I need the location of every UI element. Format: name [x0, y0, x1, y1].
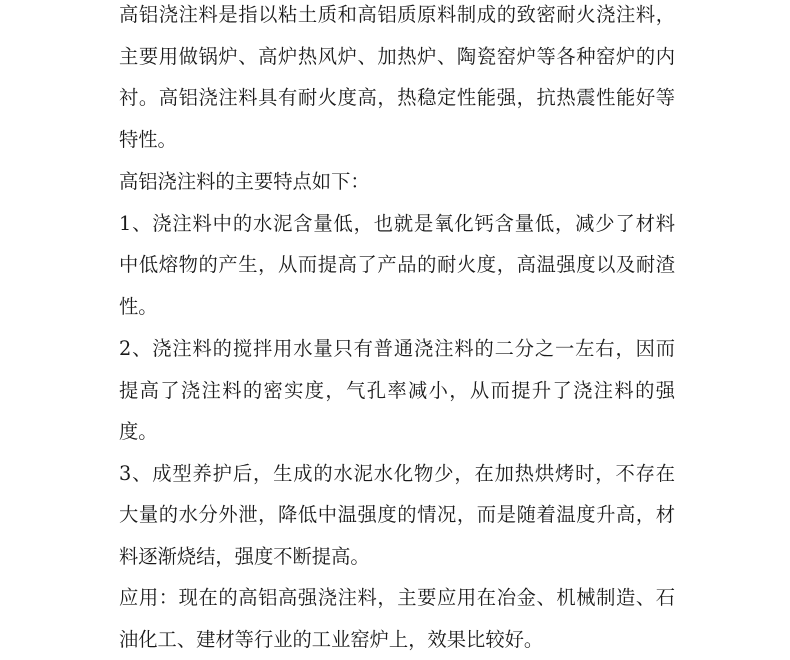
paragraph-intro [119, 0, 675, 160]
text-line: 提高了浇注料的密实度，气孔率减小，从而提升了浇注料的强 [119, 370, 675, 412]
paragraph-features-heading [119, 161, 675, 203]
text-line: 2、浇注料的搅拌用水量只有普通浇注料的二分之一左右，因而 [119, 328, 675, 370]
text-line: 1、浇注料中的水泥含量低，也就是氧化钙含量低，减少了材料 [119, 203, 675, 245]
text-line: 主要用做锅炉、高炉热风炉、加热炉、陶瓷窑炉等各种窑炉的内 [119, 36, 675, 78]
text-line: 度。 [119, 411, 675, 453]
text-line: 料逐渐烧结，强度不断提高。 [119, 536, 675, 578]
text-line: 油化工、建材等行业的工业窑炉上，效果比较好。 [119, 619, 675, 660]
text-line: 高铝浇注料是指以粘土质和高铝质原料制成的致密耐火浇注料， [119, 0, 675, 36]
paragraph-feature-3 [119, 453, 675, 578]
text-line: 大量的水分外泄，降低中温强度的情况，而是随着温度升高，材 [119, 494, 675, 536]
paragraph-feature-2 [119, 328, 675, 453]
text-line: 性。 [119, 286, 675, 328]
paragraph-feature-1 [119, 203, 675, 328]
text-line: 衬。高铝浇注料具有耐火度高，热稳定性能强，抗热震性能好等 [119, 77, 675, 119]
paragraph-application [119, 577, 675, 660]
text-line: 高铝浇注料的主要特点如下： [119, 161, 675, 203]
text-line: 中低熔物的产生，从而提高了产品的耐火度，高温强度以及耐渣 [119, 244, 675, 286]
document-body [119, 0, 675, 660]
text-line: 应用：现在的高铝高强浇注料，主要应用在冶金、机械制造、石 [119, 577, 675, 619]
text-line: 3、成型养护后，生成的水泥水化物少，在加热烘烤时，不存在 [119, 453, 675, 495]
text-line: 特性。 [119, 119, 675, 161]
